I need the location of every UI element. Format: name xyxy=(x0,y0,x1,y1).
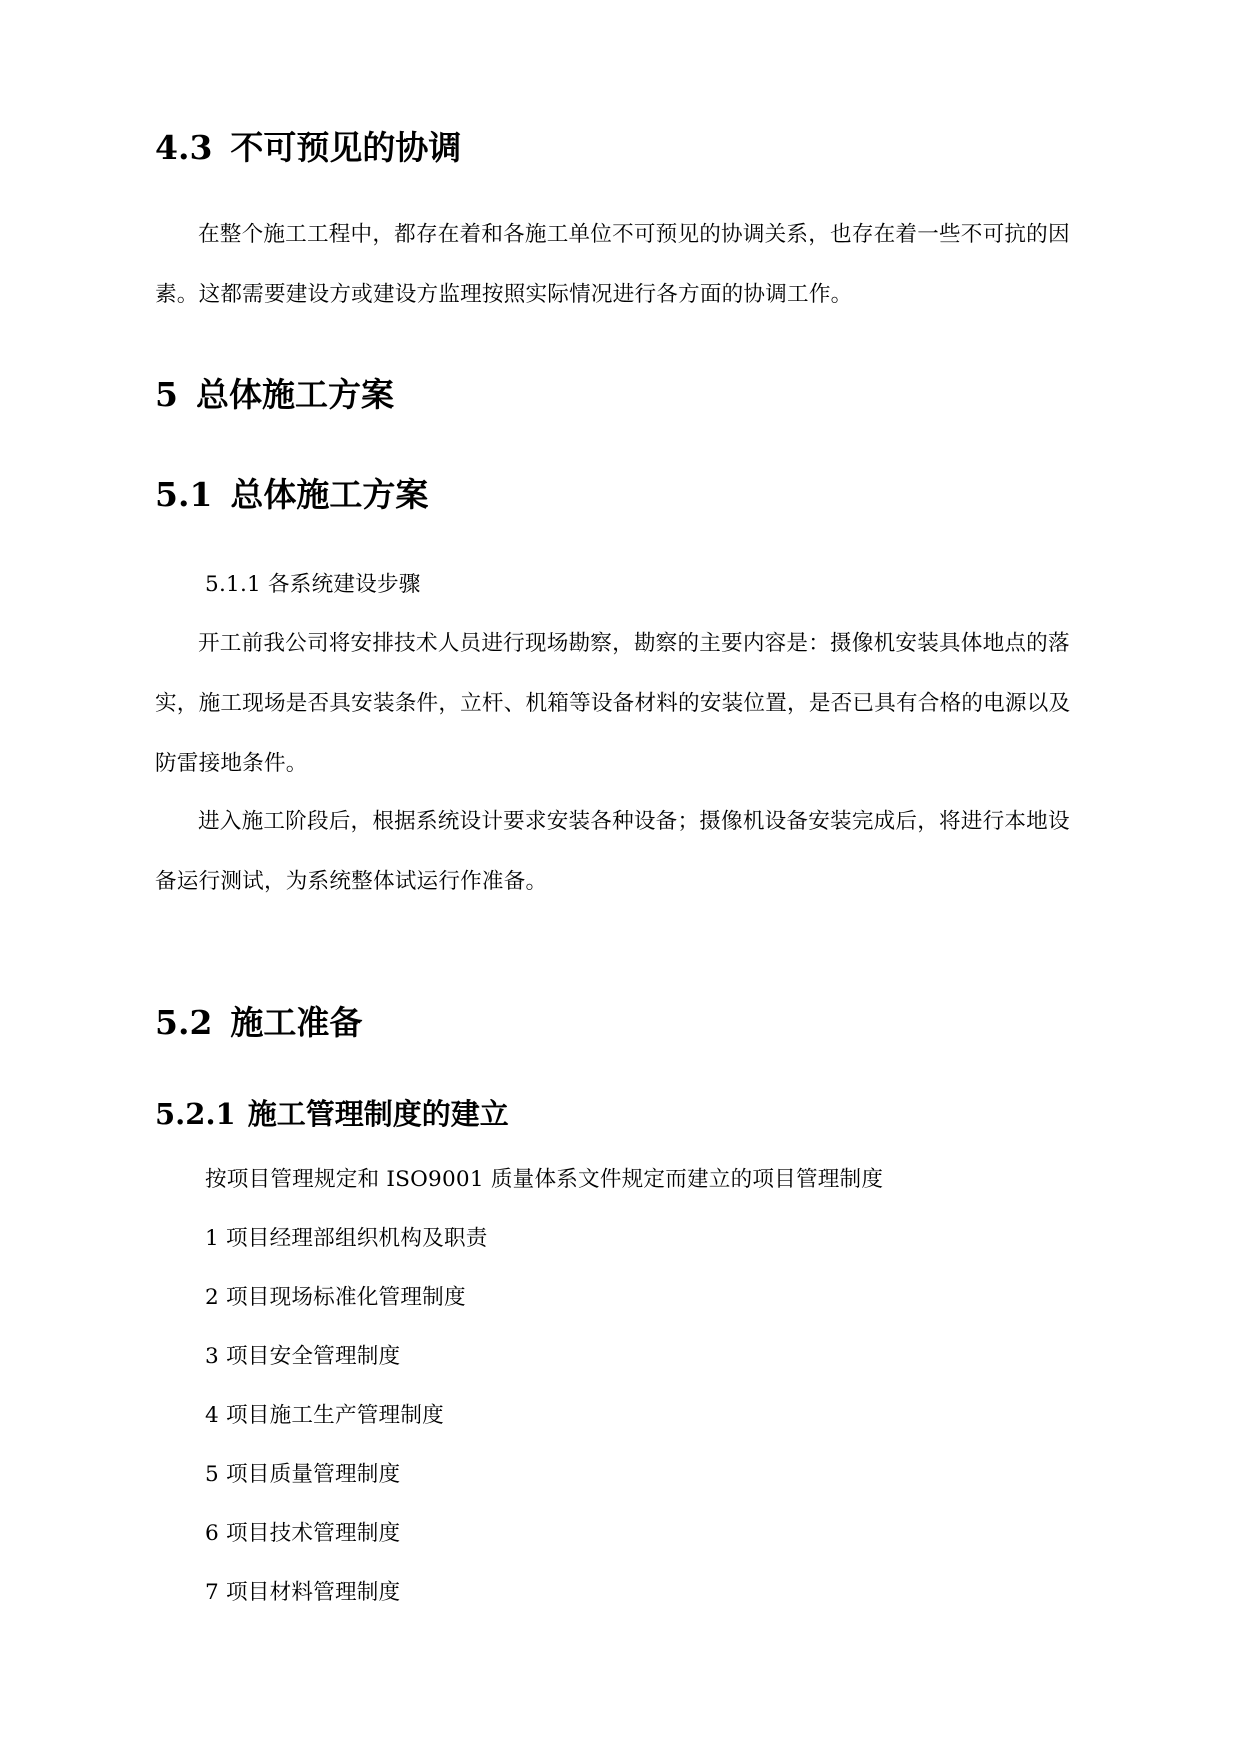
heading-title: 总体施工方案 xyxy=(195,375,394,414)
heading-title: 施工准备 xyxy=(230,1003,363,1042)
heading-title: 不可预见的协调 xyxy=(230,128,462,167)
heading-number: 5.2 xyxy=(155,1003,213,1042)
paragraph-5-1-b: 进入施工阶段后，根据系统设计要求安装各种设备；摄像机设备安装完成后，将进行本地设备运行测试，为系统整体试运行作准备。 xyxy=(155,809,1070,894)
list-item: 6 项目技术管理制度 xyxy=(205,1521,401,1546)
heading-5-2 xyxy=(155,1003,1085,1043)
heading-title: 总体施工方案 xyxy=(230,475,429,514)
list-item: 7 项目材料管理制度 xyxy=(205,1580,401,1605)
subheading-5-1-1: 5.1.1 各系统建设步骤 xyxy=(205,572,421,597)
heading-number: 5 xyxy=(155,375,178,414)
heading-number: 5.1 xyxy=(155,475,213,514)
heading-number: 5.2.1 xyxy=(155,1097,236,1131)
heading-5-1 xyxy=(155,475,1085,515)
list-item: 1 项目经理部组织机构及职责 xyxy=(205,1226,488,1251)
intro-line: 按项目管理规定和 ISO9001 质量体系文件规定而建立的项目管理制度 xyxy=(205,1167,884,1192)
paragraph-5-1-a: 开工前我公司将安排技术人员进行现场勘察，勘察的主要内容是：摄像机安装具体地点的落实，施工现场是否具安装条件，立杆、机箱等设备材料的安装位置，是否已具有合格的电源以及防雷接地条件。 xyxy=(155,631,1071,776)
heading-4-3 xyxy=(155,128,1085,168)
paragraph-4-3: 在整个施工工程中，都存在着和各施工单位不可预见的协调关系，也存在着一些不可抗的因素。这都需要建设方或建设方监理按照实际情况进行各方面的协调工作。 xyxy=(155,222,1070,307)
list-item: 4 项目施工生产管理制度 xyxy=(205,1403,444,1428)
heading-5-2-1 xyxy=(155,1096,1085,1132)
heading-5 xyxy=(155,375,1085,415)
list-item: 5 项目质量管理制度 xyxy=(205,1462,401,1487)
list-item: 3 项目安全管理制度 xyxy=(205,1344,401,1369)
heading-title: 施工管理制度的建立 xyxy=(247,1097,509,1131)
list-item: 2 项目现场标准化管理制度 xyxy=(205,1285,466,1310)
heading-number: 4.3 xyxy=(155,128,213,167)
